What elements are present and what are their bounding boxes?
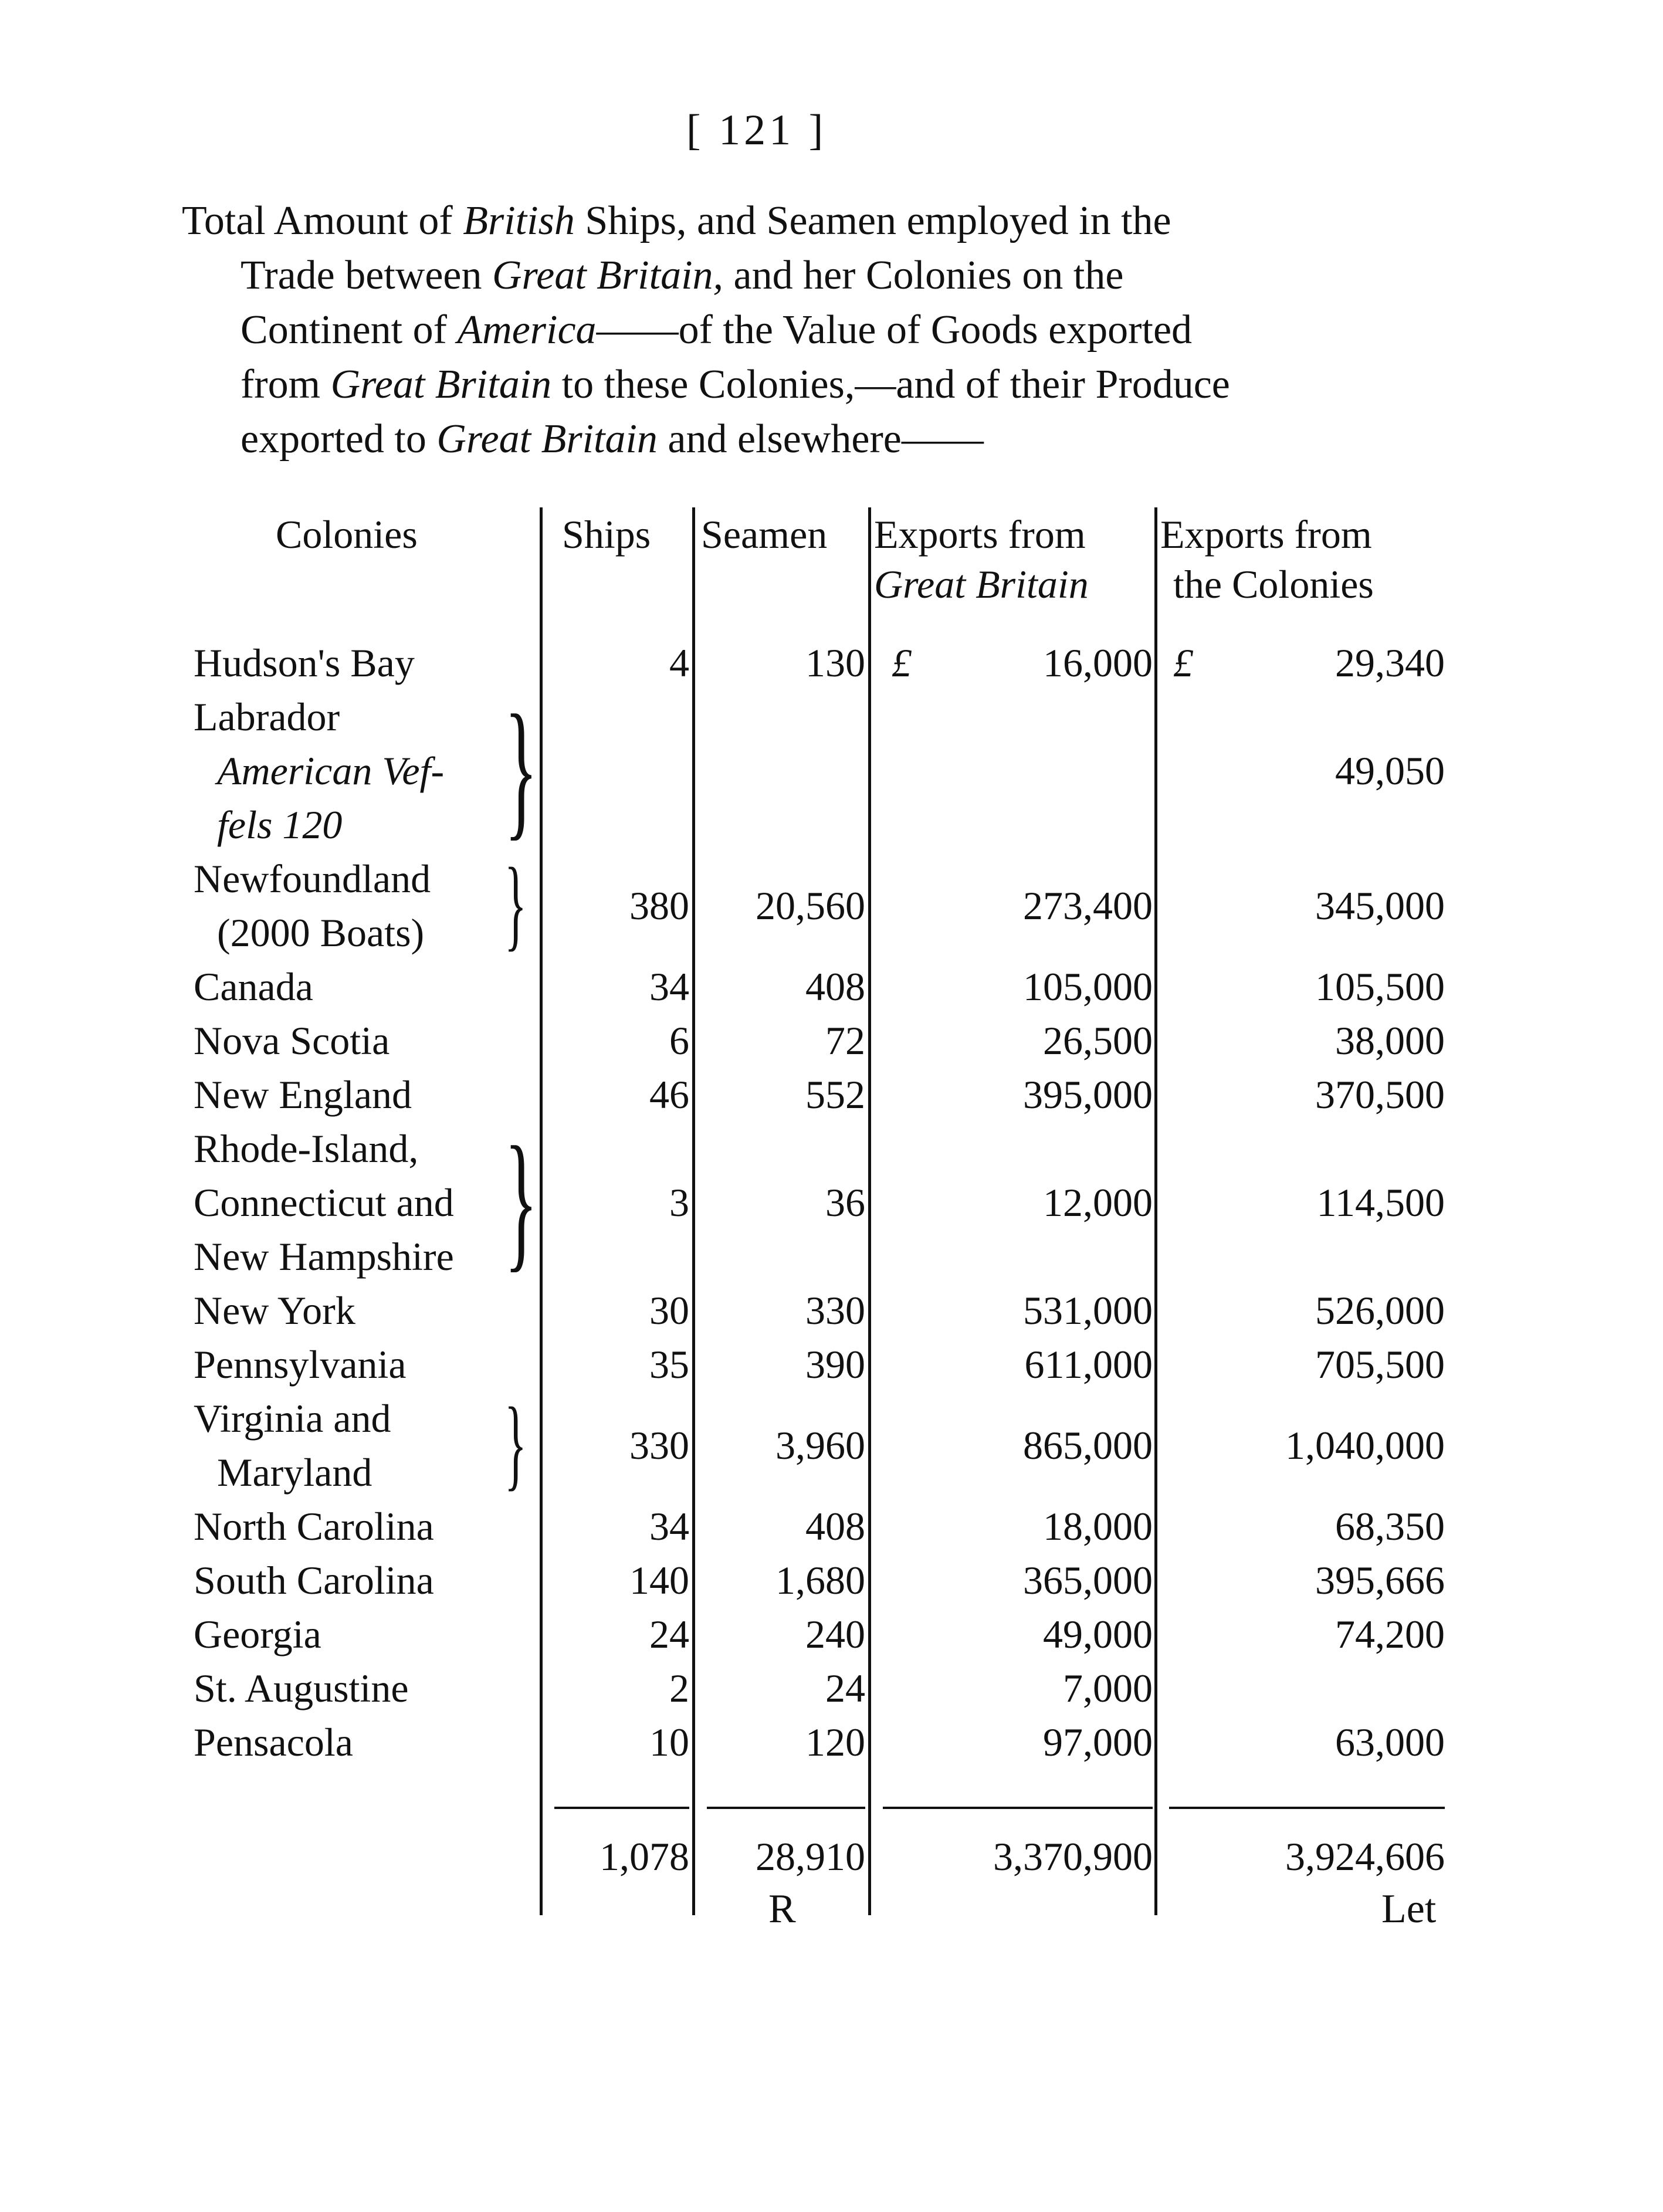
title-text: from [241, 362, 331, 407]
ships-value: 35 [649, 1342, 689, 1387]
colony-name: fels 120 [217, 802, 343, 847]
colony-name: Pennsylvania [194, 1342, 407, 1387]
title-line-3 [182, 303, 1449, 357]
ships-value: 330 [629, 1423, 689, 1468]
exports-colonies-value: 63,000 [1335, 1720, 1445, 1764]
ships-value: 30 [649, 1288, 689, 1333]
header-exports-gb-line1: Exports from [874, 512, 1086, 557]
seamen-value: 130 [805, 641, 865, 685]
colony-name: New England [194, 1072, 412, 1117]
total-seamen: 28,910 [756, 1834, 865, 1879]
ships-value: 6 [669, 1018, 689, 1063]
header-exports-gb-line2: Great Britain [874, 562, 1089, 607]
exports-colonies-value: 1,040,000 [1285, 1423, 1445, 1468]
seamen-value: 408 [805, 964, 865, 1009]
exports-gb-value: 12,000 [1043, 1180, 1153, 1225]
colony-name: Georgia [194, 1612, 321, 1657]
ships-value: 3 [669, 1180, 689, 1225]
exports-gb-value: 26,500 [1043, 1018, 1153, 1063]
ships-value: 34 [649, 964, 689, 1009]
ships-value: 46 [649, 1072, 689, 1117]
colony-name: American Vef- [217, 748, 445, 793]
exports-colonies-value: 105,500 [1315, 964, 1445, 1009]
exports-gb-value: 395,000 [1023, 1072, 1153, 1117]
exports-colonies-value: 68,350 [1335, 1504, 1445, 1549]
ships-value: 10 [649, 1720, 689, 1764]
exports-gb-value: 18,000 [1043, 1504, 1153, 1549]
title-line-2 [182, 248, 1449, 303]
colony-name: South Carolina [194, 1558, 434, 1603]
colony-name: Hudson's Bay [194, 641, 415, 685]
total-rule [707, 1807, 865, 1809]
exports-gb-value: 865,000 [1023, 1423, 1153, 1468]
total-exports-colonies: 3,924,606 [1285, 1834, 1445, 1879]
seamen-value: 24 [825, 1666, 865, 1710]
seamen-value: 36 [825, 1180, 865, 1225]
seamen-value: 72 [825, 1018, 865, 1063]
title-text: and her Colonies on the [723, 253, 1124, 298]
exports-colonies-value: 114,500 [1316, 1180, 1445, 1225]
seamen-value: 408 [805, 1504, 865, 1549]
seamen-value: 1,680 [775, 1558, 865, 1603]
brace-icon: } [504, 846, 527, 960]
seamen-value: 390 [805, 1342, 865, 1387]
colony-name: North Carolina [194, 1504, 434, 1549]
seamen-value: 20,560 [756, 883, 865, 928]
colony-name: Labrador [194, 695, 340, 739]
title-text-italic: Great Britain [436, 416, 658, 462]
exports-colonies-value: 526,000 [1315, 1288, 1445, 1333]
column-rule [868, 507, 871, 1915]
header-exports-col-line1: Exports from [1160, 512, 1372, 557]
seamen-value: 240 [805, 1612, 865, 1657]
exports-gb-value: 611,000 [1024, 1342, 1153, 1387]
exports-gb-value: 16,000 [1043, 641, 1153, 685]
colony-name: New Hampshire [194, 1234, 454, 1279]
exports-gb-value: 49,000 [1043, 1612, 1153, 1657]
catchword-center: R [768, 1886, 796, 1932]
total-exports-gb: 3,370,900 [993, 1834, 1153, 1879]
title-text: ——of the Value of Goods exported [596, 307, 1193, 353]
brace-icon: } [504, 1115, 538, 1285]
title-text: Ships, and Seamen employed in the [574, 198, 1171, 243]
total-rule [883, 1807, 1153, 1809]
colony-name: Canada [194, 964, 313, 1009]
ships-value: 2 [669, 1666, 689, 1710]
exports-colonies-value: 370,500 [1315, 1072, 1445, 1117]
colony-name: New York [194, 1288, 355, 1333]
column-rule [692, 507, 695, 1915]
header-exports-col-line2: the Colonies [1173, 562, 1374, 607]
ships-value: 4 [669, 641, 689, 685]
exports-gb-value: 365,000 [1023, 1558, 1153, 1603]
title-text: Total Amount of [182, 198, 463, 243]
title-text-italic: Great Britain, [492, 253, 724, 298]
column-rule [1154, 507, 1157, 1915]
seamen-value: 330 [805, 1288, 865, 1333]
title-text: Trade between [241, 253, 492, 298]
title-text-italic: British [463, 198, 575, 243]
exports-colonies-value: 345,000 [1315, 883, 1445, 928]
exports-gb-value: 7,000 [1063, 1666, 1153, 1710]
exports-colonies-value: 74,200 [1335, 1612, 1445, 1657]
title-text: Continent of [241, 307, 458, 353]
seamen-value: 3,960 [775, 1423, 865, 1468]
seamen-value: 120 [805, 1720, 865, 1764]
exports-colonies-value: 395,666 [1315, 1558, 1445, 1603]
page-number: [ 121 ] [686, 106, 827, 154]
colony-name: St. Augustine [194, 1666, 409, 1710]
brace-icon: } [504, 683, 538, 853]
ships-value: 140 [629, 1558, 689, 1603]
exports-gb-value: 97,000 [1043, 1720, 1153, 1764]
exports-colonies-value: 29,340 [1335, 641, 1445, 685]
title-text: to these Colonies,—and of their Produce [551, 362, 1230, 407]
title-line-5 [182, 412, 1449, 466]
total-ships: 1,078 [600, 1834, 689, 1879]
exports-colonies-value: 49,050 [1335, 748, 1445, 793]
table-title [182, 194, 1449, 466]
colony-name: Pensacola [194, 1720, 353, 1764]
title-text-italic: America [457, 307, 597, 353]
colony-name: Maryland [217, 1450, 372, 1495]
colony-name: Rhode-Island, [194, 1126, 419, 1171]
colony-name: (2000 Boats) [217, 910, 425, 955]
exports-gb-value: 273,400 [1023, 883, 1153, 928]
title-text: and elsewhere—— [657, 416, 984, 462]
exports-colonies-value: 705,500 [1315, 1342, 1445, 1387]
exports-colonies-value: 38,000 [1335, 1018, 1445, 1063]
title-line-1 [182, 194, 1449, 248]
brace-icon: } [504, 1386, 527, 1500]
ships-value: 34 [649, 1504, 689, 1549]
exports-gb-value: 531,000 [1023, 1288, 1153, 1333]
ships-value: 24 [649, 1612, 689, 1657]
title-line-4 [182, 357, 1449, 412]
header-seamen: Seamen [701, 512, 828, 557]
exports-gb-value: 105,000 [1023, 964, 1153, 1009]
ships-value: 380 [629, 883, 689, 928]
currency-symbol: £ [892, 641, 912, 685]
colony-name: Nova Scotia [194, 1018, 390, 1063]
title-text: exported to [241, 416, 437, 462]
column-rule [540, 507, 543, 1915]
catchword: Let [1381, 1886, 1437, 1932]
total-rule [1169, 1807, 1445, 1809]
header-colonies: Colonies [276, 512, 418, 557]
currency-symbol: £ [1173, 641, 1193, 685]
colony-name: Virginia and [194, 1396, 391, 1441]
seamen-value: 552 [805, 1072, 865, 1117]
header-ships: Ships [562, 512, 651, 557]
colony-name: Newfoundland [194, 856, 431, 901]
title-text-italic: Great Britain [330, 362, 552, 407]
total-rule [554, 1807, 689, 1809]
colony-name: Connecticut and [194, 1180, 454, 1225]
